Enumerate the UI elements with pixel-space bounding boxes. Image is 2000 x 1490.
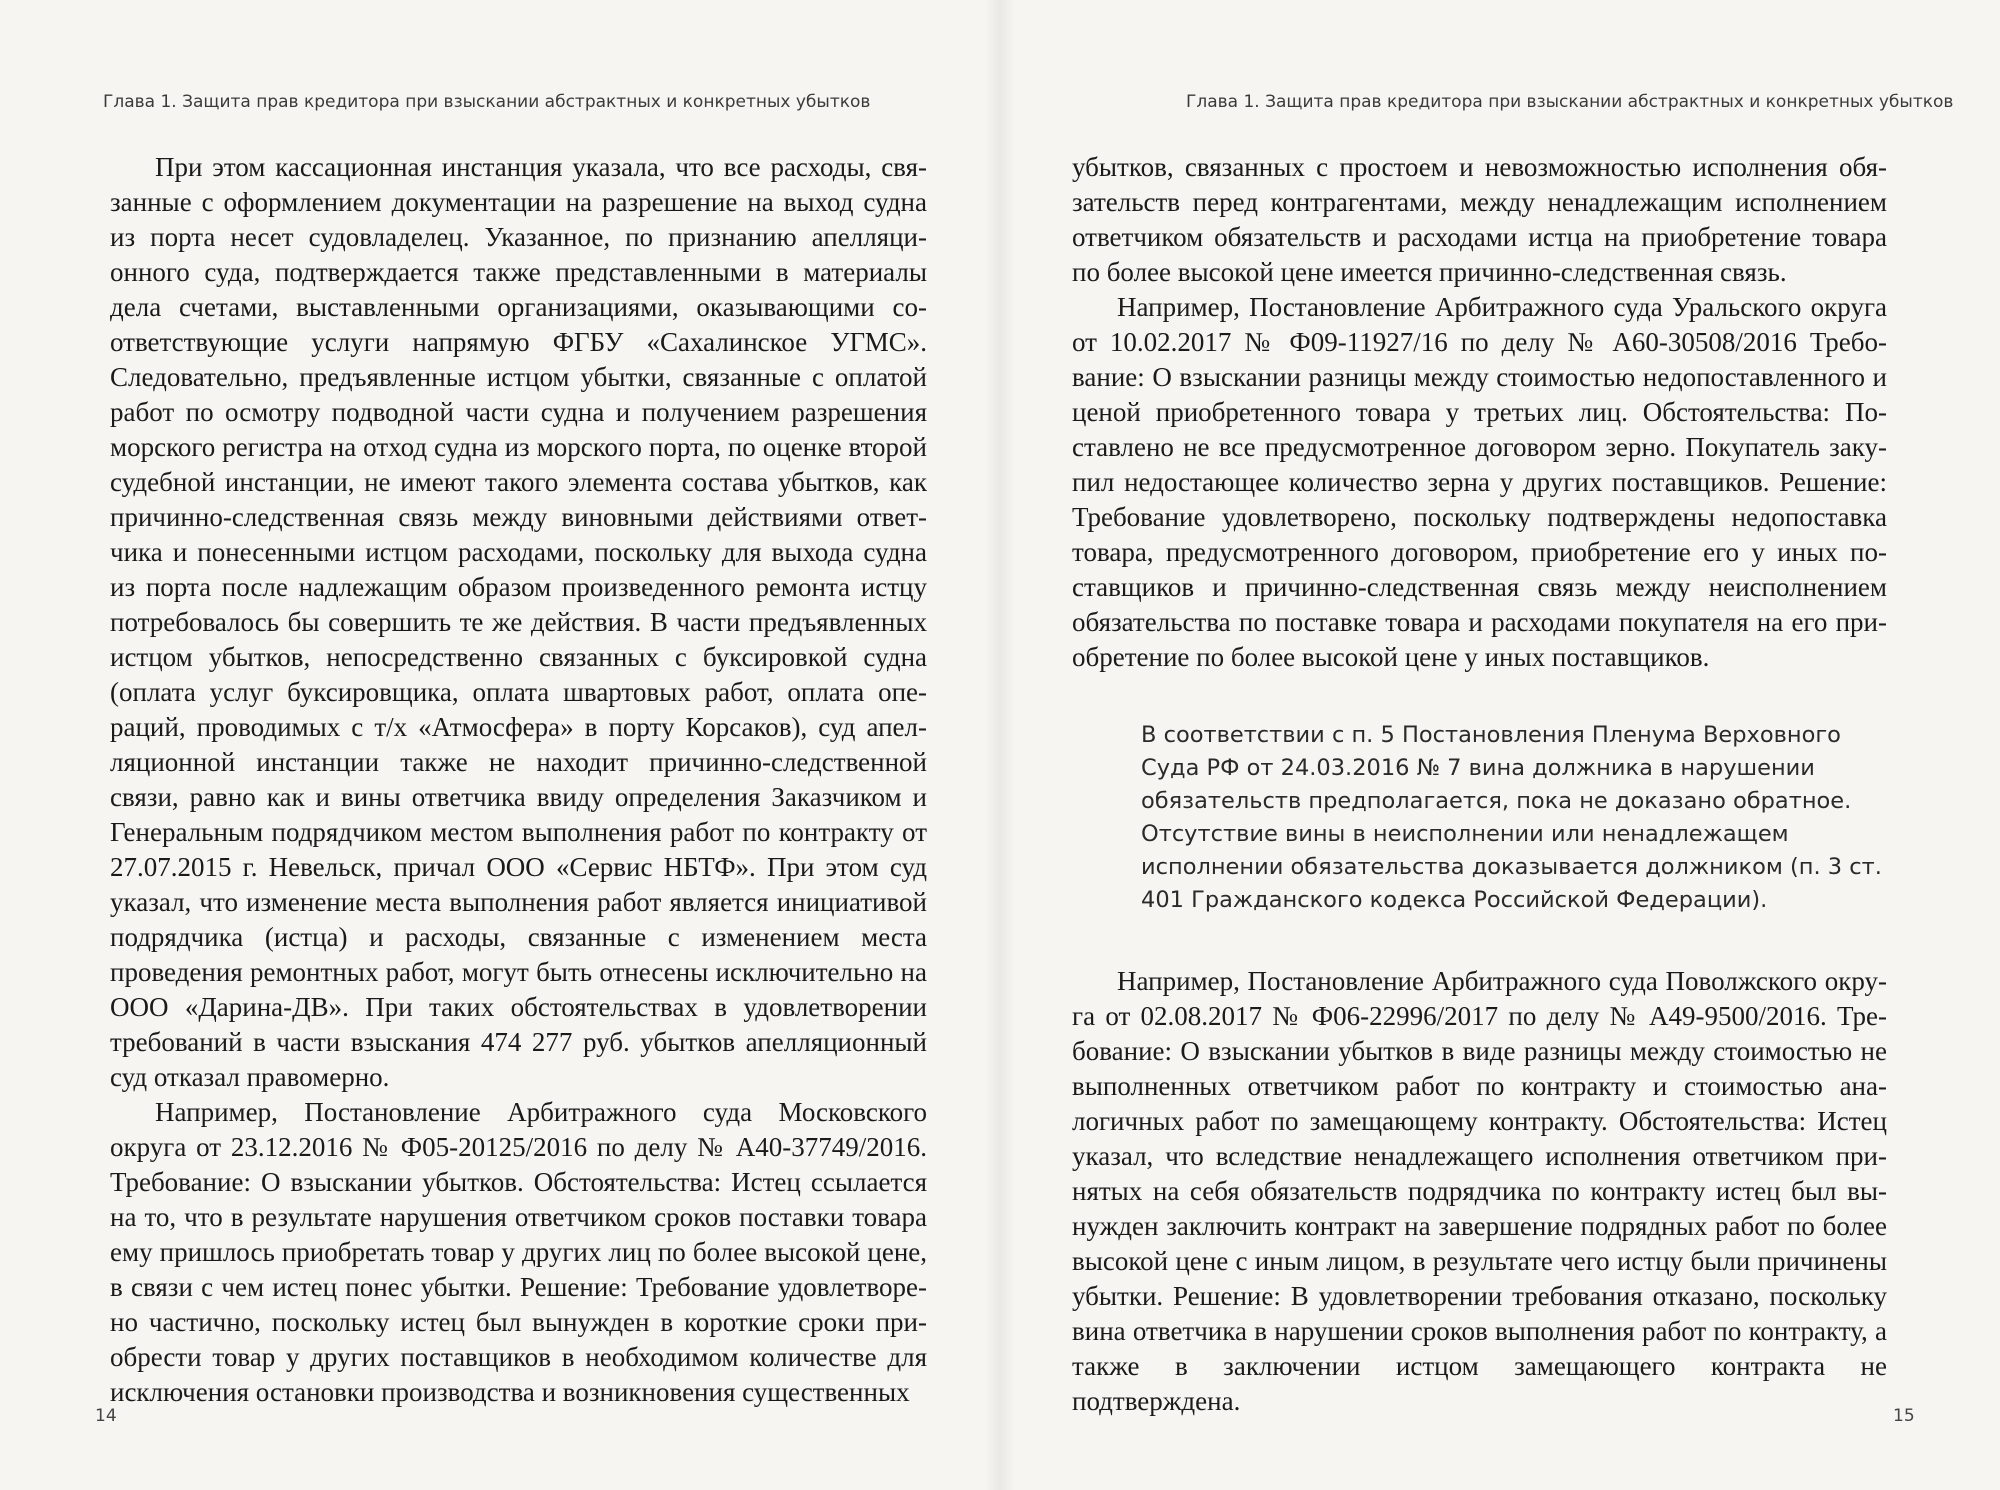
- page-number-left: 14: [95, 1406, 117, 1426]
- paragraph: Например, Постановление Арбитражного суда Московского округа от 23.12.2016 № Ф05-20125/2016 по делу № А40-37749/2016. Требование: О взыскании убытков. Обстоятельства: Истец ссылается на то, что в результате нарушения ответчиком сроков поставки товара ему пришлось приобретать товар у других лиц по более высокой цене, в связи с чем истец понес убытки. Решение: Требование удовлетворено частично, поскольку истец был вынужден в короткие сроки приобрести товар у других поставщиков в необходимом количестве для исключения остановки производства и возникновения существенных: [110, 1097, 927, 1407]
- paragraph: Например, Постановление Арбитражного суда Поволжского округа от 02.08.2017 № Ф06-22996/2017 по делу № А49-9500/2016. Требование: О взыскании убытков в виде разницы между стоимостью не выполненных ответчиком работ по контракту и стоимостью аналогичных работ по замещающему контракту. Обстоятельства: Истец указал, что вследствие ненадлежащего исполнения ответчиком принятых на себя обязательств подрядчика по контракту истец был вынужден заключить контракт на завершение подрядных работ по более высокой цене с иным лицом, в результате чего истцу были причинены убытки. Решение: В удовлетворении требования отказано, поскольку вина ответчика в нарушении сроков выполнения работ по контракту, а также в заключении истцом замещающего контракта не подтверждена.: [1072, 966, 1887, 1416]
- running-head-right: Глава 1. Защита прав кредитора при взыскании абстрактных и конкретных убытков: [1186, 92, 1954, 112]
- paragraph: При этом кассационная инстанция указала, что все расходы, связанные с оформлением документации на разрешение на выход судна из порта несет судовладелец. Указанное, по признанию апелляционного суда, подтверждается также представленными в материалы дела счетами, выставленными организациями, оказывающими соответствующие услуги напрямую ФГБУ «Сахалинское УГМС». Следовательно, предъявленные истцом убытки, связанные с оплатой работ по осмотру подводной части судна и получением разрешения морского регистра на отход судна из морского порта, по оценке второй судебной инстанции, не имеют такого элемента состава убытков, как причинно-следственная связь между виновными действиями ответчика и понесенными истцом расходами, поскольку для выхода судна из порта после надлежащим образом произведенного ремонта истцу потребовалось бы совершить те же действия. В части предъявленных истцом убытков, непосредственно связанных с буксировкой судна (оплата услуг буксировщика, оплата швартовых работ, оплата операций, проводимых с т/х «Атмосфера» в порту Корсаков), суд апелляционной инстанции также не находит причинно-следственной связи, равно как и вины ответчика ввиду определения Заказчиком и Генеральным подрядчиком местом выполнения работ по контракту от 27.07.2015 г. Невельск, причал ООО «Сервис НБТФ». При этом суд указал, что изменение места выполнения работ является инициативой подрядчика (истца) и расходы, связанные с изменением места проведения ремонтных работ, могут быть отнесены исключительно на ООО «Дарина-ДВ». При таких обстоятельствах в удовлетворении требований в части взыскания 474 277 руб. убытков апелляционный суд отказал правомерно.: [110, 152, 927, 1092]
- page-number-right: 15: [1893, 1406, 1915, 1426]
- paragraph-continuation: убытков, связанных с простоем и невозможностью исполнения обязательств перед контрагентами, между ненадлежащим исполнением ответчиком обязательств и расходами истца на приобретение товара по более высокой цене имеется причинно-следственная связь.: [1072, 152, 1887, 287]
- running-head-left: Глава 1. Защита прав кредитора при взыскании абстрактных и конкретных убытков: [103, 92, 871, 112]
- right-page-body: [1072, 150, 1887, 1419]
- left-page-body: [110, 150, 927, 1410]
- paragraph: Например, Постановление Арбитражного суда Уральского округа от 10.02.2017 № Ф09-11927/16 по делу № А60-30508/2016 Требование: О взыскании разницы между стоимостью недопоставленного и ценой приобретенного товара у третьих лиц. Обстоятельства: Поставлено не все предусмотренное договором зерно. Покупатель закупил недостающее количество зерна у других поставщиков. Решение: Требование удовлетворено, поскольку подтверждены недопоставка товара, предусмотренного договором, приобретение его у иных поставщиков и причинно-следственная связь между неисполнением обязательства по поставке товара и расходами покупателя на его приобретение по более высокой цене у иных поставщиков.: [1072, 292, 1887, 672]
- legal-note-box: В соответствии с п. 5 Постановления Пленума Верховного Суда РФ от 24.03.2016 № 7 вина должника в нарушении обязательств предполагается, пока не доказано обратное. Отсутствие вины в неисполнении или ненадлежащем исполнении обязательства доказывается должником (п. 3 ст. 401 Гражданского кодекса Российской Федерации).: [1141, 722, 1882, 913]
- right-page: [1000, 0, 2000, 1490]
